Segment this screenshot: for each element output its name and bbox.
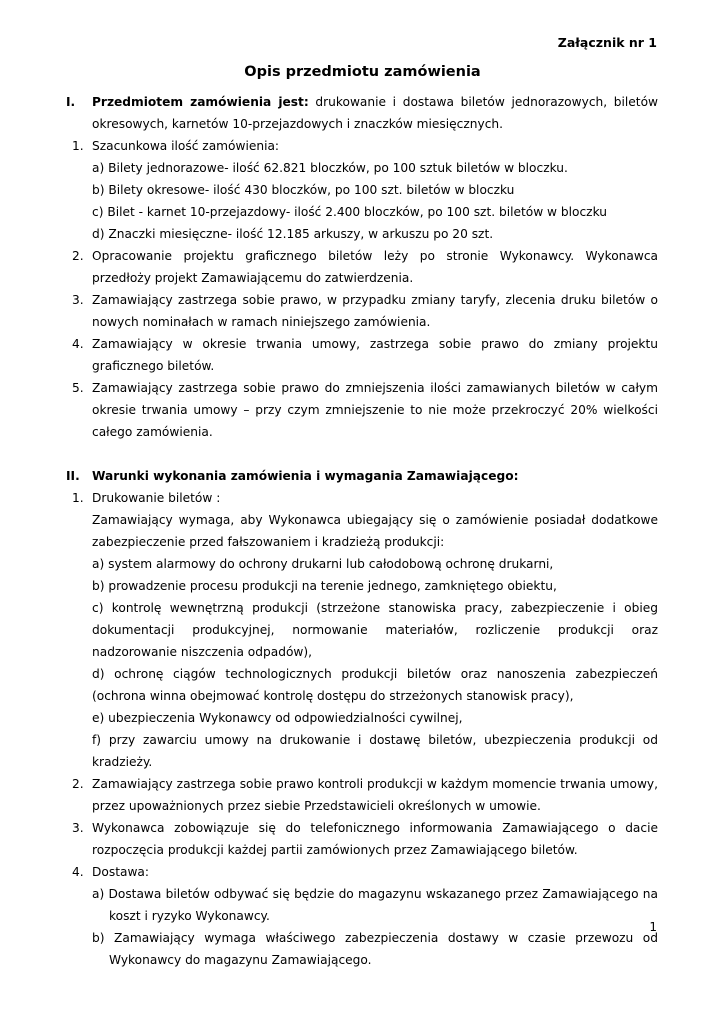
list-item-text: Zamawiający zastrzega sobie prawo do zmniejszenia ilości zamawianych biletów w całym okresie trwania umowy – przy czym zmniejszenie to nie może przekroczyć 20% wielkości całego zamówienia.	[92, 381, 658, 439]
list-item	[66, 179, 658, 201]
list-item-text: b) Bilety okresowe- ilość 430 bloczków, po 100 szt. biletów w bloczku	[92, 183, 515, 197]
list-item-text: c) Bilet - karnet 10-przejazdowy- ilość 2.400 bloczków, po 100 szt. biletów w bloczku	[92, 205, 607, 219]
list-item-text: d) ochronę ciągów technologicznych produkcji biletów oraz nanoszenia zabezpieczeń (ochrona winna obejmować kontrolę dostępu do strzeżonych stanowisk pracy),	[92, 667, 658, 703]
list-item	[66, 157, 658, 179]
section-1-lead-text: drukowanie i dostawa biletów jednorazowych, biletów okresowych, karnetów 10-przejazdowych i znaczków miesięcznych.	[92, 95, 658, 131]
list-item	[66, 575, 658, 597]
list-number: 3.	[72, 293, 84, 307]
list-item-text: Zamawiający zastrzega sobie prawo kontroli produkcji w każdym momencie trwania umowy, przez upoważnionych przez siebie Przedstawicieli określonych w umowie.	[92, 777, 658, 813]
list-item-text: a) system alarmowy do ochrony drukarni lub całodobową ochronę drukarni,	[92, 557, 554, 571]
list-item	[66, 729, 658, 773]
annex-label: Załącznik nr 1	[557, 35, 657, 50]
list-item-text: e) ubezpieczenia Wykonawcy od odpowiedzialności cywilnej,	[92, 711, 463, 725]
list-item-text: f) przy zawarciu umowy na drukowanie i dostawę biletów, ubezpieczenia produkcji od kradzieży.	[92, 733, 658, 769]
list-item-text: Zamawiający zastrzega sobie prawo, w przypadku zmiany taryfy, zlecenia druku biletów o nowych nominałach w ramach niniejszego zamówienia.	[92, 293, 658, 329]
list-number: 4.	[72, 865, 84, 879]
list-item	[66, 883, 658, 927]
list-item	[66, 135, 658, 157]
list-item	[66, 333, 658, 377]
list-item	[66, 245, 658, 289]
list-item	[66, 773, 658, 817]
spacer	[66, 443, 658, 465]
list-number: 2.	[72, 249, 84, 263]
list-item-text: Dostawa:	[92, 865, 149, 879]
list-number: 1.	[72, 491, 84, 505]
list-number: 2.	[72, 777, 84, 791]
list-item-text: Zamawiający w okresie trwania umowy, zastrzega sobie prawo do zmiany projektu graficznego biletów.	[92, 337, 658, 373]
list-item-text: c) kontrolę wewnętrzną produkcji (strzeżone stanowiska pracy, zabezpieczenie i obieg dokumentacji produkcyjnej, normowanie materiałów, rozliczenie produkcji oraz nadzorowanie niszczenia odpadów),	[92, 601, 658, 659]
list-item-text: b) prowadzenie procesu produkcji na terenie jednego, zamkniętego obiektu,	[92, 579, 557, 593]
list-item	[66, 223, 658, 245]
page-title: Opis przedmiotu zamówienia	[244, 64, 481, 80]
list-item	[66, 861, 658, 883]
section-2-heading-text: Warunki wykonania zamówienia i wymagania Zamawiającego:	[92, 469, 519, 483]
list-item-text: d) Znaczki miesięczne- ilość 12.185 arkuszy, w arkuszu po 20 szt.	[92, 227, 494, 241]
list-item	[66, 509, 658, 553]
document-body	[66, 91, 658, 971]
list-number: 4.	[72, 337, 84, 351]
list-item	[66, 487, 658, 509]
list-item	[66, 927, 658, 971]
section-1-lead	[66, 91, 658, 135]
list-item	[66, 553, 658, 575]
list-number: 5.	[72, 381, 84, 395]
list-item	[66, 707, 658, 729]
section-1-lead-bold: Przedmiotem zamówienia jest:	[92, 95, 309, 109]
list-item-text: Zamawiający wymaga, aby Wykonawca ubiegający się o zamówienie posiadał dodatkowe zabezpieczenie przed fałszowaniem i kradzieżą produkcji:	[92, 513, 658, 549]
list-item-text: b) Zamawiający wymaga właściwego zabezpieczenia dostawy w czasie przewozu od Wykonawcy do magazynu Zamawiającego.	[92, 931, 658, 967]
section-2-roman: II.	[66, 469, 80, 483]
list-item	[66, 597, 658, 663]
list-number: 1.	[72, 139, 84, 153]
list-item-text: a) Dostawa biletów odbywać się będzie do magazynu wskazanego przez Zamawiającego na koszt i ryzyko Wykonawcy.	[92, 887, 658, 923]
list-item-text: Wykonawca zobowiązuje się do telefonicznego informowania Zamawiającego o dacie rozpoczęcia produkcji każdej partii zamówionych przez Zamawiającego biletów.	[92, 821, 658, 857]
list-item-text: Drukowanie biletów :	[92, 491, 221, 505]
list-item	[66, 201, 658, 223]
page-number: 1	[649, 920, 657, 934]
list-number: 3.	[72, 821, 84, 835]
section-2-heading	[66, 465, 658, 487]
list-item-text: Opracowanie projektu graficznego biletów leży po stronie Wykonawcy. Wykonawca przedłoży projekt Zamawiającemu do zatwierdzenia.	[92, 249, 658, 285]
list-item	[66, 663, 658, 707]
section-1-roman: I.	[66, 95, 76, 109]
list-item-text: Szacunkowa ilość zamówienia:	[92, 139, 280, 153]
list-item	[66, 289, 658, 333]
list-item-text: a) Bilety jednorazowe- ilość 62.821 bloczków, po 100 sztuk biletów w bloczku.	[92, 161, 568, 175]
list-item	[66, 817, 658, 861]
list-item	[66, 377, 658, 443]
